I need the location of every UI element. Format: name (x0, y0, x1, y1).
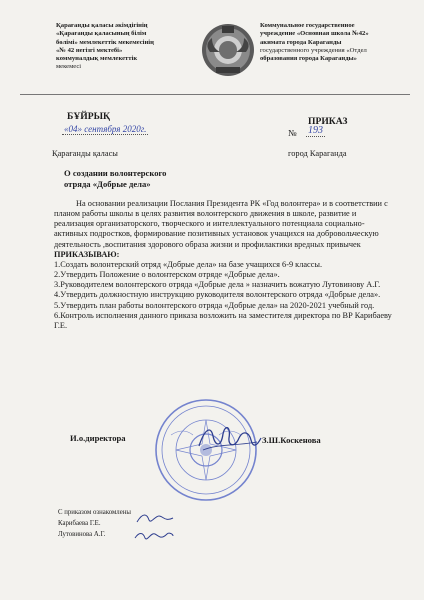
header-kazakh (56, 22, 206, 72)
order-body (54, 199, 392, 331)
acknowledgement-signature-icon (135, 510, 175, 526)
header-right-line: учреждение «Основная школа №42» (260, 30, 369, 38)
order-date: «04» сентября 2020г. (64, 124, 147, 134)
order-item: 5.Утвердить план работы волонтерского отряда «Добрые дела» на 2020-2021 учебный год. (54, 300, 375, 310)
header-left-line: Қарағанды қаласы әкімдігінің (56, 22, 148, 29)
order-item: 2.Утвердить Положение о волонтерском отряде «Добрые дела». (54, 270, 280, 280)
state-emblem-icon (200, 22, 256, 78)
acknowledged-person: Лутовинова А.Г. (58, 530, 106, 538)
signatory-title: И.о.директора (70, 433, 126, 443)
header-left-line: бөлімі» мемлекеттік мекемесінің (56, 38, 154, 46)
header-left-line: мекемесі (56, 63, 82, 71)
order-item: 4.Утвердить должностную инструкцию руководителя волонтерского отряда «Добрые дела». (54, 290, 381, 300)
header-divider (20, 94, 410, 95)
header-left-line: «Қарағанды қаласының білім (56, 30, 147, 38)
header-right-line: государственного учреждения «Отдел (260, 46, 367, 54)
order-command: ПРИКАЗЫВАЮ: (54, 249, 120, 259)
intro-text: На основании реализации Послания Президента РК «Год волонтера» и в соответствии с планом работы школы в целях развития волонтерского движения в школе, развитие и реализация организаторского, творческого и интеллектуального потенциала социально-активных подростков, формирование позитивных установок учащихся на добровольческую деятельность ,воспитания здорового образа жизни и профилактики вредных привычек (54, 199, 388, 249)
header-right-line: образования города Караганды» (260, 55, 357, 63)
order-subject (64, 168, 224, 190)
header-russian (260, 22, 410, 63)
signatory-name: З.Ш.Коскенова (262, 435, 321, 445)
header-left-line: коммуналдық мемлекеттік (56, 55, 138, 63)
header-right-line: Коммунальное государственное (260, 22, 355, 29)
header-left-line: «№ 42 негізгі мектебі» (56, 46, 123, 54)
order-title-ru: ПРИКАЗ (308, 116, 348, 127)
acknowledged-label: С приказом ознакомлены (58, 509, 131, 516)
director-signature-icon (195, 420, 265, 458)
order-item: 3.Руководителем волонтерского отряда «Добрые дела » назначить вожатую Лутовинову А.Г. (54, 280, 381, 290)
acknowledgement-signature-icon (133, 528, 175, 544)
order-number-label: № (288, 128, 297, 138)
order-intro (54, 199, 392, 260)
acknowledgement-block (58, 508, 131, 540)
acknowledged-person: Карибаева Г.Е. (58, 519, 101, 527)
order-title-kz: БҰЙРЫҚ (67, 111, 110, 122)
header-right-line: акимата города Караганды (260, 38, 342, 46)
order-items (54, 260, 392, 331)
city-ru: город Караганда (288, 149, 347, 158)
city-kz: Қарағанды қаласы (52, 149, 118, 158)
order-item: 1.Создать волонтерский отряд «Добрые дела» на базе учащихся 6-9 классы. (54, 259, 323, 269)
order-item: 6.Контроль исполнения данного приказа возложить на заместителя директора по ВР Карибаеву Г.Е. (54, 310, 392, 330)
subject-line: О создании волонтерского (64, 168, 167, 178)
order-number: 193 (308, 125, 323, 136)
subject-line: отряда «Добрые дела» (64, 179, 151, 189)
